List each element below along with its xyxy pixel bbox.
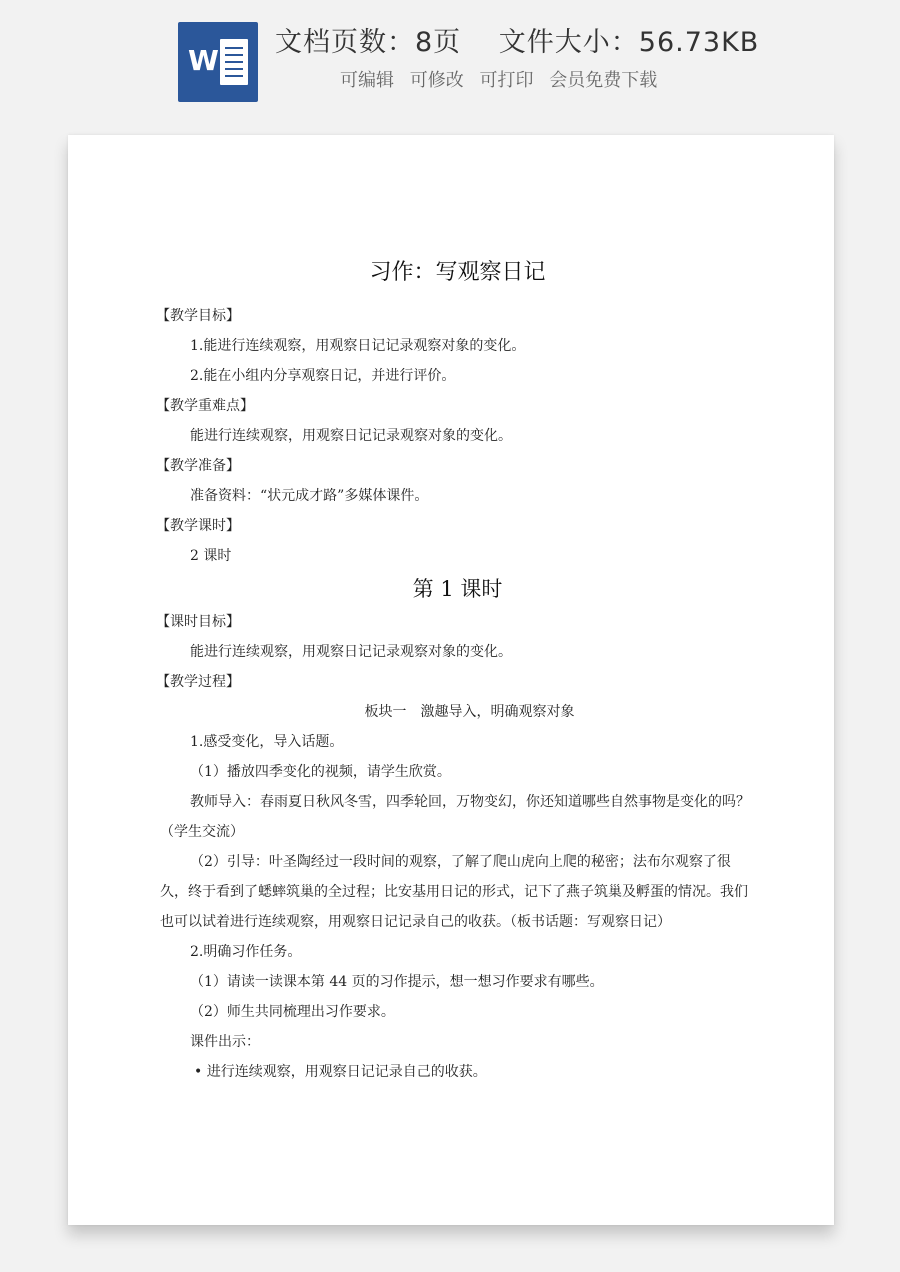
step-2-2: （2）师生共同梳理出习作要求。 (190, 1004, 395, 1020)
preparation-text: 准备资料：“状元成才路”多媒体课件。 (190, 488, 429, 504)
file-info (275, 20, 759, 59)
section-title: 第 1 课时 (412, 577, 503, 601)
step-1: 1.感受变化，导入话题。 (190, 734, 344, 750)
step-1-2: （2）引导：叶圣陶经过一段时间的观察，了解了爬山虎向上爬的秘密；法布尔观察了很久，终于看到了蟋蟀筑巢的全过程；比安基用日记的形式，记下了燕子筑巢及孵蛋的情况。我们也可以试着进行连续观察，用观察日记记录自己的收获。（板书话题：写观察日记） (160, 854, 748, 930)
word-icon-letter: W (188, 44, 219, 77)
download-banner (0, 0, 900, 115)
heading-key-points: 【教学重难点】 (156, 398, 254, 414)
key-points-text: 能进行连续观察，用观察日记记录观察对象的变化。 (190, 428, 512, 444)
lesson-goal-text: 能进行连续观察，用观察日记记录观察对象的变化。 (190, 644, 512, 660)
block-heading: 板块一 激趣导入，明确观察对象 (364, 704, 575, 720)
heading-preparation: 【教学准备】 (156, 458, 240, 474)
heading-teaching-goals: 【教学目标】 (156, 308, 240, 324)
feature-list (340, 66, 667, 92)
goal-2: 2.能在小组内分享观察日记，并进行评价。 (190, 368, 456, 384)
document-content (156, 255, 755, 1087)
feature-editable: 可编辑 (340, 70, 394, 91)
goal-1: 1.能进行连续观察，用观察日记记录观察对象的变化。 (190, 338, 526, 354)
feature-member-download: 会员免费下载 (549, 70, 658, 91)
bullet-item: • 进行连续观察，用观察日记记录自己的收获。 (194, 1064, 487, 1080)
class-hours-text: 2 课时 (190, 548, 232, 564)
file-size: 文件大小：56.73KB (498, 27, 760, 58)
word-document-icon (178, 22, 258, 102)
courseware-label: 课件出示： (190, 1034, 260, 1050)
heading-lesson-goal: 【课时目标】 (156, 614, 240, 630)
document-title: 习作：写观察日记 (369, 260, 546, 285)
step-2: 2.明确习作任务。 (190, 944, 302, 960)
feature-printable: 可打印 (479, 70, 534, 91)
step-2-1: （1）请读一读课本第 44 页的习作提示，想一想习作要求有哪些。 (190, 974, 604, 990)
page-count: 文档页数：8页 (275, 27, 462, 58)
document-page (68, 135, 834, 1225)
teacher-intro: 教师导入：春雨夏日秋风冬雪，四季轮回，万物变幻，你还知道哪些自然事物是变化的吗？（学生交流） (160, 794, 750, 840)
step-1-1: （1）播放四季变化的视频，请学生欣赏。 (190, 764, 451, 780)
feature-modifiable: 可修改 (409, 70, 464, 91)
heading-class-hours: 【教学课时】 (156, 518, 240, 534)
heading-process: 【教学过程】 (156, 674, 240, 690)
